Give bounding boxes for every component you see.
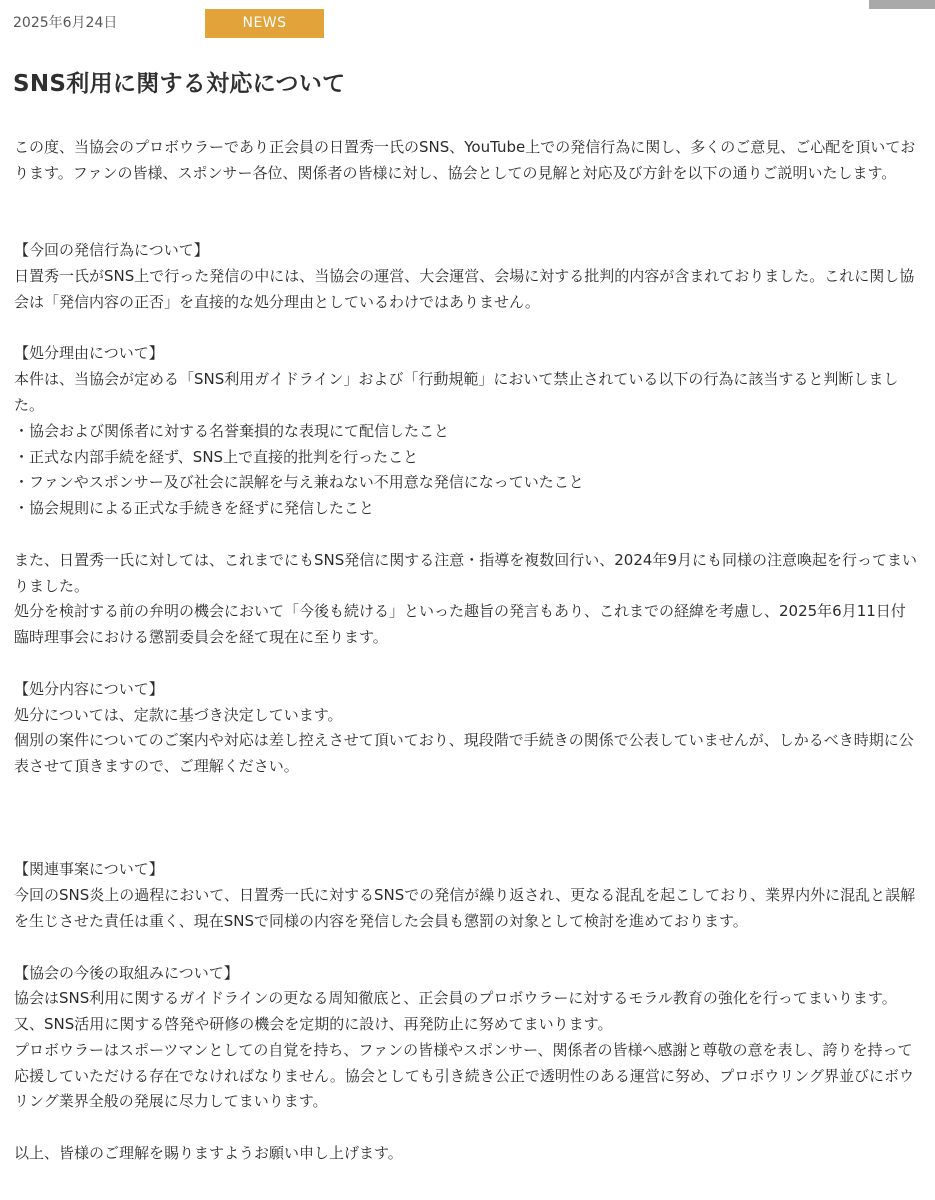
section-text-content: 処分については、定款に基づき決定しています。 [14,705,343,724]
section-text-future: 協会はSNS利用に関するガイドラインの更なる周知徹底と、正会員のプロボウラーに対するモラル教育の強化を行ってまいります。又、SNS活用に関する啓発や研修の機会を定期的に設け、再発防止に努めてまいります。 [14,989,897,1034]
section-heading-current-action: 【今回の発信行為について】 [14,241,209,260]
publish-date: 2025年6月24日 [13,15,118,31]
section-heading-future: 【協会の今後の取組みについて】 [14,963,239,982]
reason-followup-paragraph: また、日置秀一氏に対しては、これまでにもSNS発信に関する注意・指導を複数回行い、2024年9月にも同様の注意喚起を行ってまいりました。 [14,550,917,595]
section-heading-related: 【関連事案について】 [14,860,164,879]
section-heading-content: 【処分内容について】 [14,679,164,698]
scroll-tab [869,0,935,9]
article-meta [13,9,913,38]
section-text-reason: 本件は、当協会が定める「SNS利用ガイドライン」および「行動規範」において禁止されている以下の行為に該当すると判断しました。 [14,370,899,414]
reason-bullet: ・協会および関係者に対する名誉棄損的な表現にて配信したこと [14,421,450,440]
section-text-current-action: 日置秀一氏がSNS上で行った発信の中には、当協会の運営、大会運営、会場に対する批判的内容が含まれておりました。これに関し協会は「発信内容の正否」を直接的な処分理由としているわけではありません。 [14,266,915,311]
section-text-future: プロボウラーはスポーツマンとしての自覚を持ち、ファンの皆様やスポンサー、関係者の皆様へ感謝と尊敬の意を表し、誇りを持って応援していただける存在でなければなりません。協会としても引き続き公正で透明性のある運営に努め、プロボウリング界並びにボウリング業界全般の発展に尽力してまいります。 [14,1040,915,1111]
reason-bullet: ・正式な内部手続を経ず、SNS上で直接的批判を行ったこと [14,447,419,466]
section-heading-reason: 【処分理由について】 [14,344,164,363]
intro-paragraph: この度、当協会のプロボウラーであり正会員の日置秀一氏のSNS、YouTube上での発信行為に関し、多くのご意見、ご心配を頂いております。ファンの皆様、スポンサー各位、関係者の皆様に対し、協会としての見解と対応及び方針を以下の通りご説明いたします。 [14,138,916,182]
article-title: SNS利用に関する対応について [13,71,346,97]
closing-paragraph: 以上、皆様のご理解を賜りますようお願い申し上げます。 [14,1144,403,1163]
news-category-badge[interactable]: NEWS [205,9,324,38]
article-body [14,135,920,1167]
section-text-related: 今回のSNS炎上の過程において、日置秀一氏に対するSNSでの発信が繰り返され、更なる混乱を起こしており、業界内外に混乱と誤解を生じさせた責任は重く、現在SNSで同様の内容を発信した会員も懲罰の対象として検討を進めております。 [14,886,916,930]
reason-bullet: ・協会規則による正式な手続きを経ずに発信したこと [14,499,375,518]
reason-bullet: ・ファンやスポンサー及び社会に誤解を与え兼ねない不用意な発信になっていたこと [14,473,584,492]
reason-followup-paragraph: 処分を検討する前の弁明の機会において「今後も続ける」といった趣旨の発言もあり、これまでの経緯を考慮し、2025年6月11日付臨時理事会における懲罰委員会を経て現在に至ります。 [14,602,906,647]
section-text-content: 個別の案件についてのご案内や対応は差し控えさせて頂いており、現段階で手続きの関係で公表していませんが、しかるべき時期に公表させて頂きますので、ご理解ください。 [14,731,914,776]
